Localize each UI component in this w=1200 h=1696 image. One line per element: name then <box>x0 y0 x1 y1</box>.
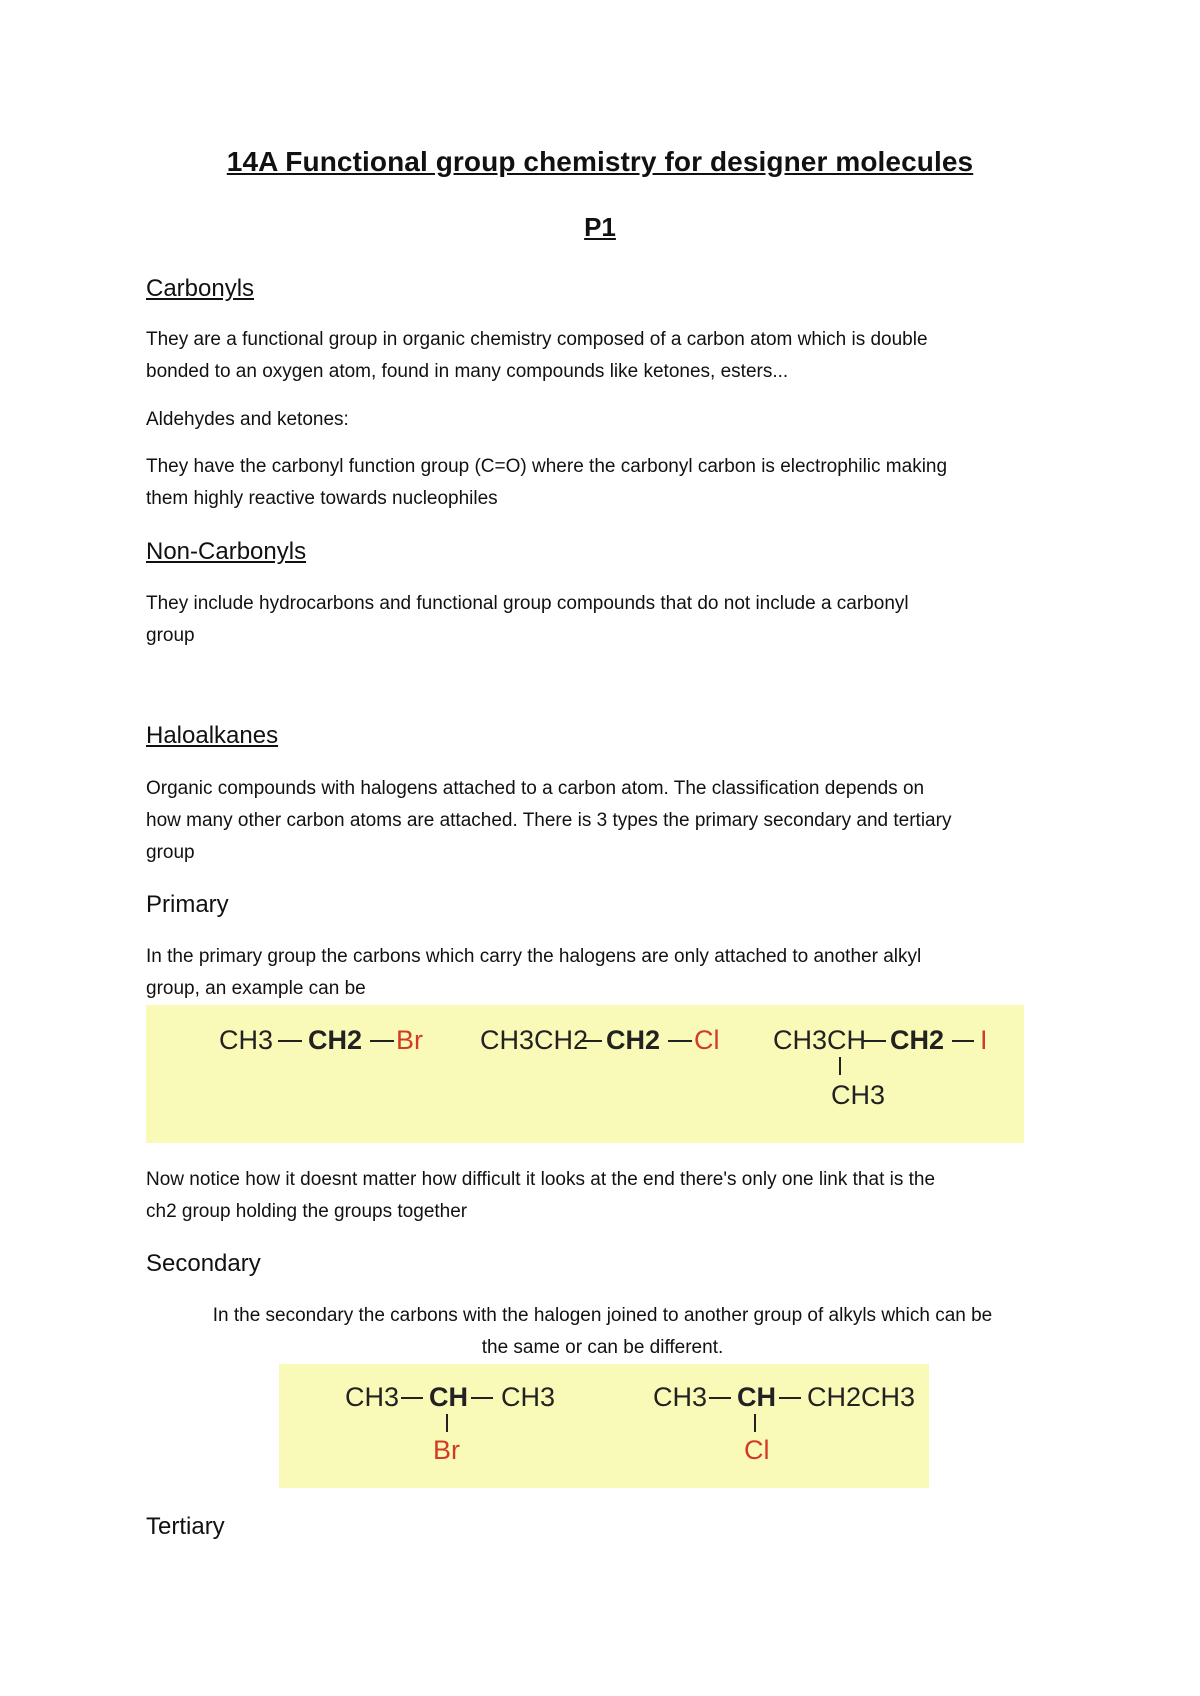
primary-f3-ch2: CH2 <box>890 1025 945 1055</box>
primary-f2-ch2: CH2 <box>606 1025 661 1055</box>
secondary-f1-right: CH3 <box>501 1382 556 1412</box>
aldehydes-ketones-subhead: Aldehydes and ketones: <box>146 409 349 430</box>
secondary-f2-halogen: Cl <box>744 1435 770 1465</box>
primary-f1-halogen: Br <box>396 1025 423 1055</box>
secondary-f2-right: CH2CH3 <box>807 1382 916 1412</box>
haloalkanes-line-1: Organic compounds with halogens attached to a carbon atom. The classification depends on <box>146 778 925 799</box>
secondary-f2-left: CH3 <box>653 1382 708 1412</box>
secondary-line-2: the same or can be different. <box>481 1337 724 1358</box>
primary-f3-ch3ch: CH3CH <box>773 1025 867 1055</box>
secondary-f1-left: CH3 <box>345 1382 400 1412</box>
secondary-heading: Secondary <box>146 1250 261 1277</box>
primary-f1-ch3: CH3 <box>219 1025 274 1055</box>
primary-note-line-2: ch2 group holding the groups together <box>146 1201 468 1222</box>
secondary-formulas-figure <box>279 1364 929 1488</box>
primary-f1-ch2: CH2 <box>308 1025 363 1055</box>
secondary-f1-halogen: Br <box>433 1435 460 1465</box>
aldehydes-line-2: them highly reactive towards nucleophiles <box>146 488 498 509</box>
non-carbonyls-line-1: They include hydrocarbons and functional group compounds that do not include a carbonyl <box>146 593 909 614</box>
tertiary-heading: Tertiary <box>146 1513 225 1540</box>
non-carbonyls-heading: Non-Carbonyls <box>146 538 307 565</box>
primary-f3-halogen: I <box>980 1025 988 1055</box>
haloalkanes-line-2: how many other carbon atoms are attached. There is 3 types the primary secondary and tertiary <box>146 810 952 831</box>
primary-line-2: group, an example can be <box>146 978 366 999</box>
aldehydes-paragraph <box>146 451 1076 515</box>
primary-f2-ch3ch2: CH3CH2 <box>480 1025 589 1055</box>
document-title: 14A Functional group chemistry for designer molecules <box>226 146 974 177</box>
secondary-f1-center: CH <box>429 1382 468 1412</box>
primary-heading: Primary <box>146 891 229 918</box>
primary-note-line-1: Now notice how it doesnt matter how difficult it looks at the end there's only one link that is the <box>146 1169 936 1190</box>
primary-formula-box <box>146 1005 1024 1143</box>
haloalkanes-heading: Haloalkanes <box>146 722 279 749</box>
haloalkanes-paragraph <box>146 773 1076 869</box>
secondary-f2-center: CH <box>737 1382 776 1412</box>
secondary-formula-box <box>279 1364 929 1488</box>
page-label: P1 <box>584 212 616 242</box>
primary-f2-halogen: Cl <box>694 1025 720 1055</box>
aldehydes-line-1: They have the carbonyl function group (C=O) where the carbonyl carbon is electrophilic making <box>146 456 948 477</box>
primary-note <box>146 1164 1086 1228</box>
carbonyls-line-1: They are a functional group in organic chemistry composed of a carbon atom which is double <box>146 329 928 350</box>
haloalkanes-line-3: group <box>146 842 195 863</box>
secondary-paragraph <box>146 1300 1059 1364</box>
non-carbonyls-paragraph <box>146 588 1076 652</box>
primary-f3-branch: CH3 <box>831 1080 886 1110</box>
non-carbonyls-line-2: group <box>146 625 195 646</box>
carbonyls-heading: Carbonyls <box>146 275 255 302</box>
secondary-line-1: In the secondary the carbons with the halogen joined to another group of alkyls which can be <box>212 1305 993 1326</box>
carbonyls-line-2: bonded to an oxygen atom, found in many compounds like ketones, esters... <box>146 361 789 382</box>
primary-paragraph <box>146 941 1076 1005</box>
primary-line-1: In the primary group the carbons which carry the halogens are only attached to another alkyl <box>146 946 922 967</box>
primary-formulas-figure <box>146 1005 1024 1143</box>
carbonyls-paragraph <box>146 324 1076 388</box>
